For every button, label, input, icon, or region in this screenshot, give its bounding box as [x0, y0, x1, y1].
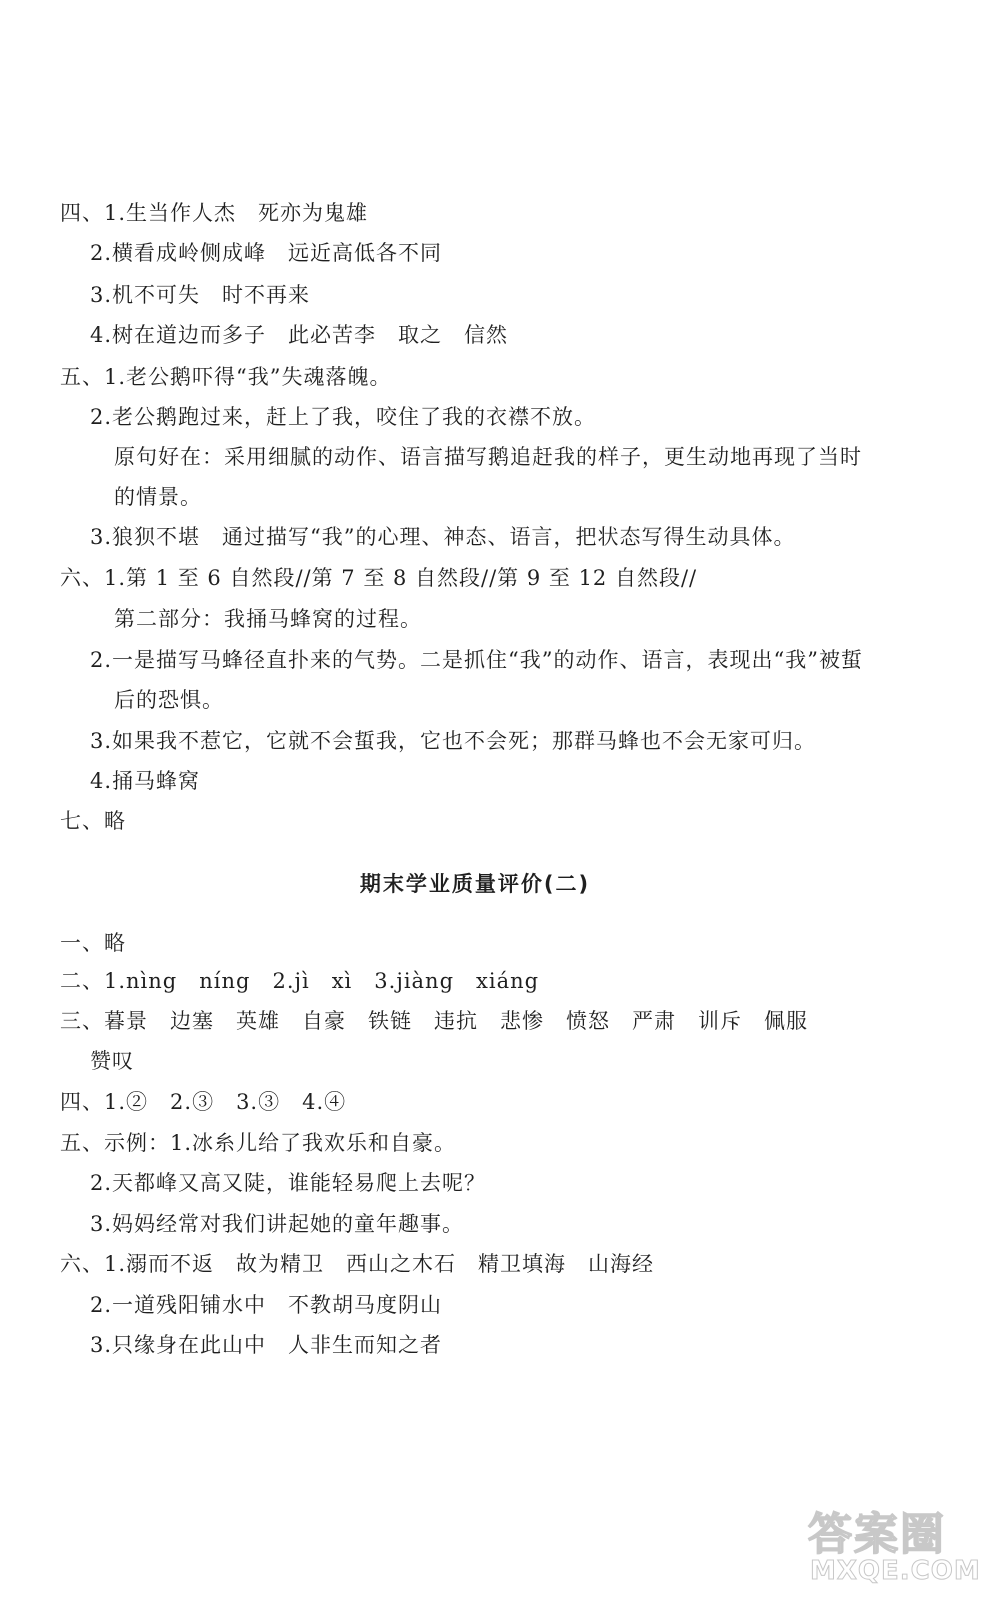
- answer-line: 五、示例：1.冰糸儿给了我欢乐和自豪。: [60, 1131, 457, 1155]
- answer-line: 3.只缘身在此山中 人非生而知之者: [90, 1333, 443, 1357]
- answer-line: 二、1.nìng níng 2.jì xì 3.jiàng xiáng: [60, 969, 540, 993]
- answer-line: 2.一是描写马蜂径直扑来的气势。二是抓住“我”的动作、语言，表现出“我”被蜇: [90, 648, 863, 672]
- watermark-logo: [808, 1498, 981, 1586]
- section-title: 期末学业质量评价(二): [359, 872, 591, 896]
- answer-line: 六、1.第 1 至 6 自然段//第 7 至 8 自然段//第 9 至 12 自然段//: [60, 566, 698, 590]
- answer-line: 3.狼狈不堪 通过描写“我”的心理、神态、语言，把状态写得生动具体。: [90, 525, 796, 549]
- answer-line: 四、1.② 2.③ 3.③ 4.④: [60, 1090, 347, 1114]
- watermark-url: MXQE.COM: [810, 1556, 981, 1586]
- answer-line: 4.树在道边而多子 此必苦李 取之 信然: [90, 323, 509, 347]
- answer-line: 2.一道残阳铺水中 不教胡马度阴山: [90, 1293, 443, 1317]
- answer-line: 六、1.溺而不返 故为精卫 西山之木石 精卫填海 山海经: [60, 1252, 655, 1276]
- answer-line: 第二部分：我捅马蜂窝的过程。: [114, 607, 422, 631]
- answer-line: 的情景。: [114, 485, 202, 509]
- answer-line: 三、暮景 边塞 英雄 自豪 铁链 违抗 悲惨 愤怒 严肃 训斥 佩服: [60, 1009, 808, 1033]
- answer-line: 3.机不可失 时不再来: [90, 283, 311, 307]
- answer-line: 五、1.老公鹅吓得“我”失魂落魄。: [60, 365, 392, 389]
- answer-line: 4.捅马蜂窝: [90, 769, 201, 793]
- answer-line: 后的恐惧。: [114, 688, 224, 712]
- answer-line: 2.天都峰又高又陡，谁能轻易爬上去呢？: [90, 1171, 487, 1195]
- answer-line: 七、略: [60, 809, 126, 833]
- answer-line: 3.如果我不惹它，它就不会蜇我，它也不会死；那群马蜂也不会无家可归。: [90, 729, 817, 753]
- answer-line: 2.老公鹅跑过来，赶上了我，咬住了我的衣襟不放。: [90, 405, 597, 429]
- watermark-text: 答案圈: [808, 1509, 946, 1560]
- answer-line: 赞叹: [90, 1049, 134, 1073]
- answer-line: 一、略: [60, 931, 126, 955]
- answer-line: 3.妈妈经常对我们讲起她的童年趣事。: [90, 1212, 465, 1236]
- answer-line: 四、1.生当作人杰 死亦为鬼雄: [60, 201, 369, 225]
- answer-line: 2.横看成岭侧成峰 远近高低各不同: [90, 241, 443, 265]
- answer-line: 原句好在：采用细腻的动作、语言描写鹅追赶我的样子，更生动地再现了当时: [114, 445, 862, 469]
